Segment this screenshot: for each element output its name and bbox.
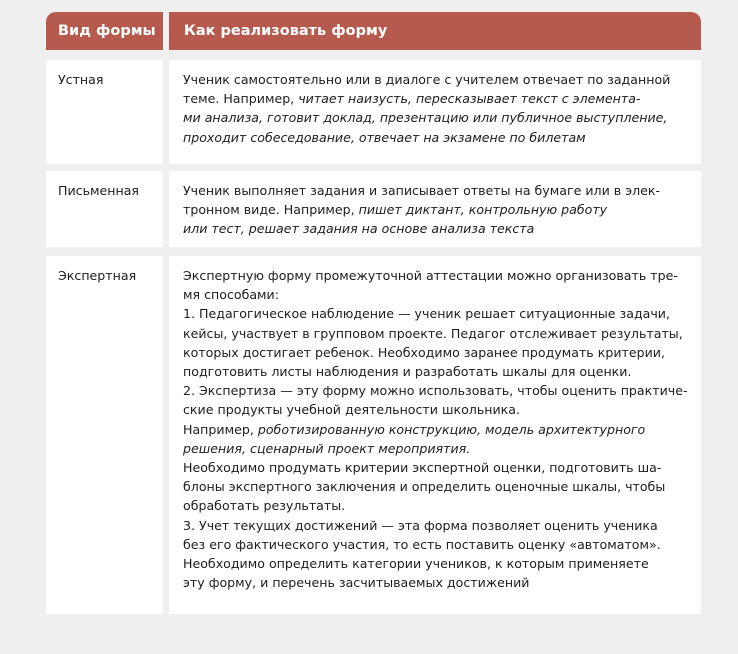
description-line (183, 89, 695, 108)
description-line (183, 70, 695, 89)
description-line (183, 554, 695, 573)
description-line (183, 304, 695, 323)
line-text: Ученик выполняет задания и записывает ответы на бумаге или в элек- (183, 183, 661, 198)
description-line (183, 458, 695, 477)
line-text: 2. Экспертиза — эту форму можно использовать, чтобы оценить практиче- (183, 383, 688, 399)
line-example-text: читает наизусть, пересказывает текст с элемента- (298, 91, 641, 107)
description-line (183, 496, 695, 515)
description-line (183, 219, 695, 238)
line-example-text: проходит собеседование, отвечает на экзамене по билетам (183, 129, 586, 145)
description-line (183, 266, 695, 285)
description-line (183, 362, 695, 381)
description-line (183, 420, 695, 439)
row-oral-label: Устная (46, 60, 163, 164)
line-text: Экспертную форму промежуточной аттестации можно организовать тре- (183, 268, 678, 283)
line-text: которых достигает ребенок. Необходимо заранее продумать критерии, (183, 344, 665, 360)
line-text: Необходимо продумать критерии экспертной оценки, подготовить ша- (183, 460, 662, 476)
line-example-text: роботизированную конструкцию, модель архитектурного (257, 421, 646, 437)
line-text: 3. Учет текущих достижений — эта форма позволяет оценить ученика (183, 517, 658, 533)
line-text: блоны экспертного заключения и определить оценочные шкалы, чтобы (183, 479, 666, 495)
description-line (183, 324, 695, 343)
line-text: кейсы, участвует в групповом проекте. Педагог отслеживает результаты, (183, 325, 683, 341)
line-example-text: пишет диктант, контрольную работу (358, 202, 608, 218)
line-text: Необходимо определить категории учеников, к которым применяете (183, 556, 649, 572)
row-expert-description (169, 256, 701, 614)
description-line (183, 181, 695, 200)
line-text: Например, (183, 421, 258, 437)
description-line (183, 535, 695, 554)
description-line (183, 439, 695, 458)
line-example-text: ми анализа, готовит доклад, презентацию или публичное выступление, (183, 110, 668, 126)
description-line (183, 400, 695, 419)
description-line (183, 516, 695, 535)
line-example-text: или тест, решает задания на основе анализа текста (183, 221, 535, 237)
line-text: обработать результаты. (183, 498, 346, 514)
line-text: мя способами: (183, 287, 279, 303)
description-line (183, 128, 695, 147)
row-oral-description (169, 60, 701, 164)
line-text: Ученик самостоятельно или в диалоге с учителем отвечает по заданной (183, 72, 671, 87)
line-text: ские продукты учебной деятельности школьника. (183, 402, 521, 418)
line-text: теме. Например, (183, 91, 299, 107)
line-text: подготовить листы наблюдения и разработать шкалы для оценки. (183, 364, 632, 380)
description-line (183, 573, 695, 592)
line-text: 1. Педагогическое наблюдение — ученик решает ситуационные задачи, (183, 306, 670, 322)
row-written-description (169, 171, 701, 247)
row-expert-label: Экспертная (46, 256, 163, 614)
header-form-type: Вид формы (46, 12, 163, 50)
description-line (183, 343, 695, 362)
description-line (183, 200, 695, 219)
row-written-label: Письменная (46, 171, 163, 247)
description-line (183, 108, 695, 127)
description-line (183, 285, 695, 304)
line-text: эту форму, и перечень засчитываемых достижений (183, 575, 530, 591)
line-text: без его фактического участия, то есть поставить оценку «автоматом». (183, 536, 661, 552)
description-line (183, 477, 695, 496)
line-text: тронном виде. Например, (183, 202, 359, 218)
header-how-to-implement: Как реализовать форму (169, 12, 701, 50)
line-example-text: решения, сценарный проект мероприятия. (183, 440, 471, 456)
description-line (183, 381, 695, 400)
